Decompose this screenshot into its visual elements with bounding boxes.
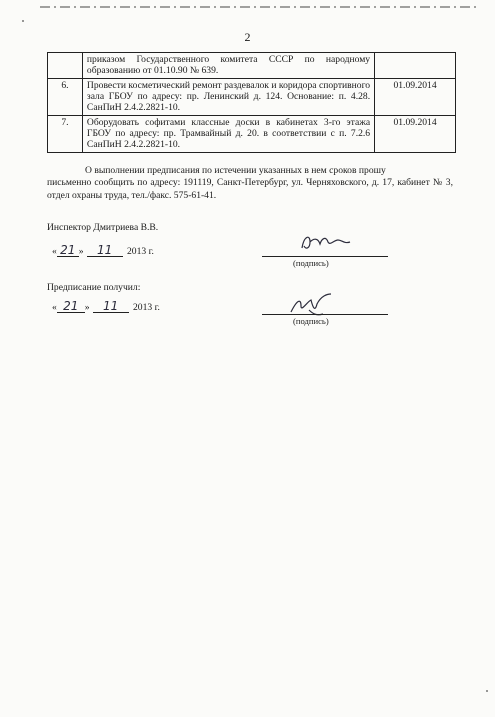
inspector-date-day: 21 (57, 244, 79, 257)
report-instruction-paragraph (47, 165, 453, 202)
paragraph-first-line: О выполнении предписания по истечении указанных в нем сроков прошу (85, 165, 386, 176)
inspector-date-year: 2013 г. (127, 246, 154, 257)
receipt-label: Предписание получил: (47, 282, 141, 293)
page-number: 2 (244, 30, 251, 44)
paragraph-body: письменно сообщить по адресу: 191119, Санкт-Петербург, ул. Черняховского, д. 17, кабинет № 3, отдел охраны труда, тел./факс. 575-61-41. (47, 177, 453, 201)
requirements-table (47, 52, 456, 153)
row-number-cell: 6. (48, 78, 83, 115)
inspector-signature-line (262, 256, 388, 257)
scan-speck (486, 690, 488, 692)
scan-top-edge (40, 6, 480, 8)
scan-speck (22, 20, 24, 22)
receipt-date-open-quote: « (52, 302, 57, 313)
receipt-signature-caption: (подпись) (293, 316, 329, 326)
row-text-cell: Провести косметический ремонт раздевалок и коридора спортивного зала ГБОУ по адресу: пр. Ленинский д. 124. Основание: п. 4.28. СанПиН 2.4.2.2821-10. (82, 78, 374, 115)
table-row (48, 115, 456, 152)
inspector-label: Инспектор Дмитриева В.В. (47, 222, 159, 233)
inspector-date-open-quote: « (52, 246, 57, 257)
row-text-cell: Оборудовать софитами классные доски в кабинетах 3-го этажа ГБОУ по адресу: пр. Трамвайный д. 20. в соответствии с п. 7.2.6 СанПиН 2.4.2.2821-10. (82, 115, 374, 152)
receipt-date-day: 21 (57, 300, 85, 313)
table-row (48, 53, 456, 79)
inspector-date-close-quote: » (78, 246, 84, 257)
inspector-date (52, 244, 154, 257)
inspector-signature (296, 230, 356, 254)
inspector-signature-caption: (подпись) (293, 258, 329, 268)
row-date-cell: 01.09.2014 (375, 78, 456, 115)
table-row (48, 78, 456, 115)
receipt-date (52, 300, 160, 313)
receipt-date-close-quote: » (84, 302, 90, 313)
row-number-cell: 7. (48, 115, 83, 152)
row-date-cell: 01.09.2014 (375, 115, 456, 152)
row-date-cell (375, 53, 456, 79)
receipt-signature-line (262, 314, 388, 315)
receipt-date-year: 2013 г. (133, 302, 160, 313)
receipt-date-month: 11 (93, 300, 129, 313)
inspector-date-month: 11 (87, 244, 123, 257)
row-number-cell (48, 53, 83, 79)
row-text-cell: приказом Государственного комитета СССР по народному образованию от 01.10.90 № 639. (82, 53, 374, 79)
